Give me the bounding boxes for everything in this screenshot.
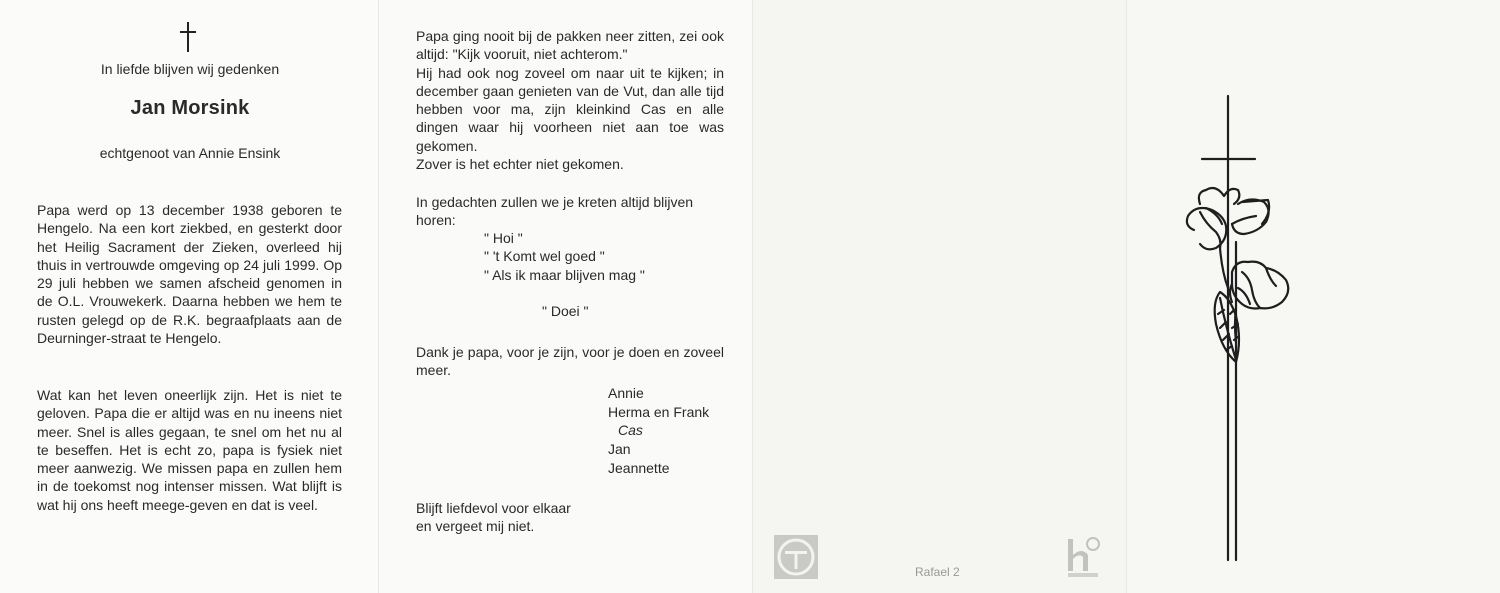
spouse-line: echtgenoot van Annie Ensink <box>99 145 281 161</box>
family-member: Cas <box>618 422 643 439</box>
publisher-logo-icon <box>773 534 819 580</box>
publisher-label: Rafael 2 <box>915 565 960 579</box>
memory-paragraph: Papa ging nooit bij de pakken neer zitten, zei ook altijd: "Kijk vooruit, niet achterom." Hij had ook nog zoveel om naar uit te kijken; in december gaan genieten van de Vut, dan alle tijd hebben voor ma, zijn kleinkind Cas en alle dingen waar hij voorheen niet aan toe was gekomen. Zover is het echter niet gekomen. <box>416 28 724 173</box>
cross-icon <box>180 22 196 52</box>
family-member: Herma en Frank <box>608 403 710 420</box>
family-member: Annie <box>608 385 644 401</box>
deceased-name: Jan Morsink <box>130 97 250 119</box>
thanks-paragraph: Dank je papa, voor je zijn, voor je doen en zoveel meer. <box>416 344 724 379</box>
biography-paragraph: Papa werd op 13 december 1938 geboren te Hengelo. Na een kort ziekbed, en gesterkt door het Heilig Sacrament der Zieken, overleed hij thuis in vertrouwde omgeving op 24 juli 1999. Op 29 juli hebben we samen afscheid genomen in de O.L. Vrouwekerk. Daarna hebben we hem te rusten gelegd op de R.K. begraafplaats aan de Deurninger-straat te Hengelo. <box>37 202 342 347</box>
family-member: Jeannette <box>608 459 670 476</box>
saying-item: " Als ik maar blijven mag " <box>484 266 645 283</box>
intro-line: In liefde blijven wij gedenken <box>100 61 280 77</box>
farewell-saying: " Doei " <box>542 303 589 319</box>
saying-item: " Hoi " <box>484 230 523 246</box>
fold-line <box>752 0 753 593</box>
reflection-paragraph: Wat kan het leven oneerlijk zijn. Het is niet te geloven. Papa die er altijd was en nu ineens niet meer. Snel is alles gegaan, te snel om het nu al te beseffen. Het is echt zo, papa is fysiek niet meer aanwezig. We missen papa en zullen hem in de toekomst nog intenser missen. Wat blijft is wat hij ons heeft meege-geven en dat is veel. <box>37 387 342 513</box>
saying-item: " 't Komt wel goed " <box>484 248 605 265</box>
sayings-list <box>484 229 645 284</box>
fold-line <box>378 0 379 593</box>
thoughts-paragraph: In gedachten zullen we je kreten altijd blijven horen: <box>416 194 694 229</box>
closing-lines: Blijft liefdevol voor elkaar en vergeet mij niet. <box>416 500 571 535</box>
printer-logo-icon <box>1066 535 1102 579</box>
card-panel-back-left <box>752 0 1126 593</box>
cross-with-roses-icon <box>1176 92 1296 562</box>
fold-line <box>1126 0 1127 593</box>
family-signature-list <box>608 384 709 478</box>
family-member: Jan <box>608 441 631 458</box>
